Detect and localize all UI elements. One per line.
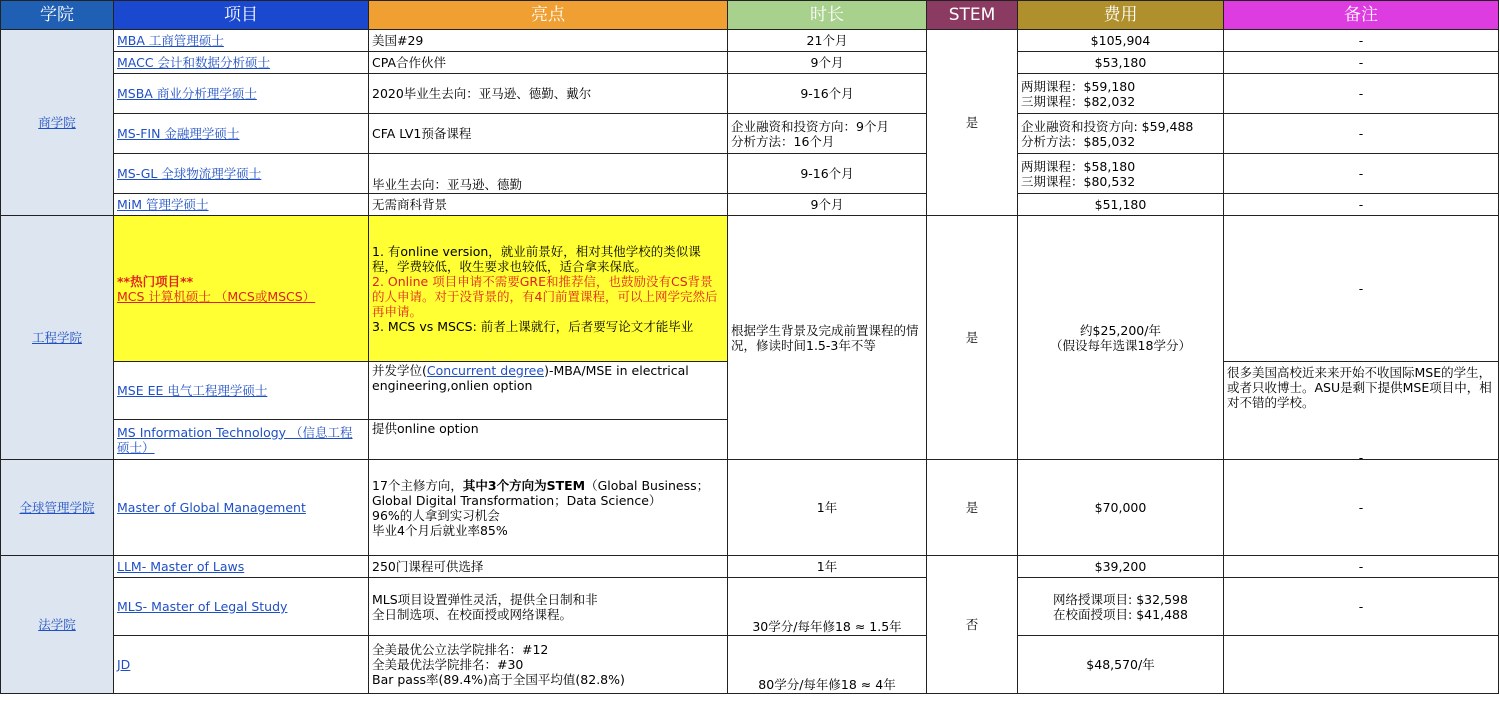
cost-line: 网络授课项目: $32,598 — [1053, 591, 1188, 607]
note-cell: - — [1224, 460, 1499, 556]
stem-cell: 否 — [927, 556, 1018, 694]
cost-cell: $51,180 — [1018, 194, 1224, 216]
cost-cell: $105,904 — [1018, 30, 1224, 52]
highlight-cell — [369, 578, 728, 636]
highlight-line: 全美最优公立法学院排名：#12 — [372, 642, 549, 657]
school-cell[interactable] — [1, 460, 114, 556]
highlight-cell: 毕业生去向：亚马逊、德勤 — [369, 154, 728, 194]
program-cell — [114, 114, 369, 154]
shared-note-cell — [1224, 362, 1499, 460]
program-link-msit[interactable]: MS Information Technology （信息工程硕士） — [117, 424, 353, 455]
concurrent-degree-link[interactable]: Concurrent degree — [426, 363, 545, 378]
highlight-cell: 2020毕业生去向：亚马逊、德勤、戴尔 — [369, 74, 728, 114]
highlight-text: )-MBA/MSE in electrical engineering,onlien option — [372, 363, 689, 393]
cost-line: 在校面授项目: $41,488 — [1053, 606, 1188, 622]
highlight-line: 3. MCS vs MSCS: 前者上课就行，后者要写论文才能毕业 — [372, 318, 694, 334]
table-row — [1, 74, 1499, 114]
duration-cell: 9个月 — [728, 194, 927, 216]
school-link-engineering[interactable]: 工程学院 — [31, 330, 82, 345]
program-cell — [114, 556, 369, 578]
school-cell[interactable] — [1, 556, 114, 694]
program-link-mba[interactable]: MBA 工商管理硕士 — [117, 33, 224, 48]
program-link-msfin[interactable]: MS-FIN 金融理学硕士 — [117, 126, 240, 141]
school-cell[interactable] — [1, 30, 114, 216]
program-cell — [114, 154, 369, 194]
header-highlights: 亮点 — [369, 1, 728, 30]
highlight-line: 2. Online 项目申请不需要GRE和推荐信，也鼓励没有CS背景的人申请。对于没背景的，有4门前置课程，可以上网学完然后再申请。 — [372, 273, 718, 319]
stem-cell: 是 — [927, 460, 1018, 556]
cost-cell — [1018, 114, 1224, 154]
duration-cell: 9-16个月 — [728, 74, 927, 114]
table-row — [1, 578, 1499, 636]
duration-cell — [728, 114, 927, 154]
note-cell: - — [1224, 114, 1499, 154]
table-row — [1, 114, 1499, 154]
stem-cell: 是 — [927, 30, 1018, 216]
program-link-macc[interactable]: MACC 会计和数据分析硕士 — [117, 55, 271, 70]
note-cell: - — [1224, 194, 1499, 216]
cost-line: 约$25,200/年 — [1080, 322, 1161, 338]
program-cell — [114, 362, 369, 420]
cost-cell: $53,180 — [1018, 52, 1224, 74]
header-school: 学院 — [1, 1, 114, 30]
note-cell: - — [1224, 74, 1499, 114]
program-link-msgl[interactable]: MS-GL 全球物流理学硕士 — [117, 166, 262, 181]
header-program: 项目 — [114, 1, 369, 30]
program-cell — [114, 420, 369, 460]
highlight-line: 1. 有online version，就业前景好，相对其他学校的类似课程，学费较低，收生要求也较低，适合拿来保底。 — [372, 243, 701, 274]
note-cell: - — [1224, 52, 1499, 74]
program-cell — [114, 460, 369, 556]
cost-line: 两期课程：$59,180 — [1021, 78, 1136, 94]
cost-cell: $70,000 — [1018, 460, 1224, 556]
note-cell — [1224, 636, 1499, 694]
program-cell — [114, 52, 369, 74]
program-cell — [114, 636, 369, 694]
program-cell — [114, 194, 369, 216]
table-row — [1, 216, 1499, 362]
highlight-text: 并发学位( — [372, 363, 427, 378]
program-link-llm[interactable]: LLM- Master of Laws — [117, 559, 245, 574]
table-row — [1, 30, 1499, 52]
table-row — [1, 636, 1499, 694]
stem-cell: 是 — [927, 216, 1018, 460]
duration-cell: 根据学生背景及完成前置课程的情况，修读时间1.5-3年不等 — [728, 216, 927, 460]
cost-cell — [1018, 74, 1224, 114]
duration-cell: 9-16个月 — [728, 154, 927, 194]
note-cell: - — [1224, 556, 1499, 578]
note-dash: - — [1358, 449, 1364, 460]
program-link-mcs[interactable]: MCS 计算机硕士 （MCS或MSCS） — [117, 288, 316, 304]
program-link-mse[interactable]: MSE EE 电气工程理学硕士 — [117, 383, 268, 398]
table-row — [1, 194, 1499, 216]
table-row — [1, 460, 1499, 556]
program-link-mgm[interactable]: Master of Global Management — [117, 500, 306, 515]
cost-line: 企业融资和投资方向: $59,488 — [1021, 118, 1194, 134]
table-row — [1, 154, 1499, 194]
highlight-line — [372, 478, 724, 508]
cost-line: 分析方法：$85,032 — [1021, 133, 1136, 149]
highlight-cell: CFA LV1预备课程 — [369, 114, 728, 154]
cost-cell — [1018, 216, 1224, 460]
program-cell — [114, 74, 369, 114]
highlight-cell — [369, 636, 728, 694]
header-cost: 费用 — [1018, 1, 1224, 30]
duration-line: 企业融资和投资方向：9个月 — [731, 118, 889, 134]
duration-cell: 1年 — [728, 460, 927, 556]
table-row — [1, 52, 1499, 74]
header-notes: 备注 — [1224, 1, 1499, 30]
highlight-line: Bar pass率(89.4%)高于全国平均值(82.8%) — [372, 672, 625, 687]
note-cell: - — [1224, 154, 1499, 194]
highlight-text: MLS项目设置弹性灵活，提供全日制和非全日制选项、在校面授或网络课程。 — [372, 591, 598, 622]
highlight-cell — [369, 216, 728, 362]
highlight-line: 96%的人拿到实习机会 — [372, 507, 500, 523]
highlight-cell: CPA合作伙伴 — [369, 52, 728, 74]
note-cell: - — [1224, 216, 1499, 362]
duration-line: 分析方法：16个月 — [731, 133, 835, 149]
duration-cell: 9个月 — [728, 52, 927, 74]
program-cell — [114, 216, 369, 362]
highlight-bold: 其中3个方向为STEM — [462, 477, 586, 493]
cost-cell — [1018, 154, 1224, 194]
program-link-mim[interactable]: MiM 管理学硕士 — [117, 197, 209, 212]
program-link-jd[interactable]: JD — [117, 657, 131, 672]
cost-cell — [1018, 578, 1224, 636]
program-cell — [114, 578, 369, 636]
highlight-line: 全美最优法学院排名：#30 — [372, 657, 524, 672]
highlight-text: （Global Business；Global Digital Transformation；Data Science） — [372, 477, 710, 508]
cost-line: 三期课程：$80,532 — [1021, 173, 1136, 189]
duration-cell: 21个月 — [728, 30, 927, 52]
hot-tag: **热门项目** — [117, 273, 194, 289]
cost-cell: $39,200 — [1018, 556, 1224, 578]
school-link-business[interactable]: 商学院 — [38, 115, 76, 130]
school-link-global[interactable]: 全球管理学院 — [19, 500, 95, 515]
highlight-cell — [369, 362, 728, 420]
highlight-cell: 提供online option — [369, 420, 728, 460]
cost-line: （假设每年选课18学分） — [1050, 337, 1191, 353]
highlight-line: 毕业4个月后就业率85% — [372, 522, 508, 538]
note-cell: - — [1224, 578, 1499, 636]
header-row — [1, 1, 1499, 30]
program-cell — [114, 30, 369, 52]
program-link-mls[interactable]: MLS- Master of Legal Study — [117, 599, 288, 614]
duration-cell: 80学分/每年修18 ≈ 4年 — [728, 636, 927, 694]
duration-cell: 30学分/每年修18 ≈ 1.5年 — [728, 578, 927, 636]
cost-cell: $48,570/年 — [1018, 636, 1224, 694]
header-duration: 时长 — [728, 1, 927, 30]
table-row — [1, 556, 1499, 578]
highlight-text: 17个主修方向， — [372, 477, 463, 493]
highlight-cell: 无需商科背景 — [369, 194, 728, 216]
school-link-law[interactable]: 法学院 — [38, 617, 76, 632]
duration-cell: 1年 — [728, 556, 927, 578]
header-stem: STEM — [927, 1, 1018, 30]
note-text: 很多美国高校近来来开始不收国际MSE的学生，或者只收博士。ASU是剩下提供MSE项目中，相对不错的学校。 — [1227, 364, 1492, 410]
school-cell[interactable] — [1, 216, 114, 460]
program-link-msba[interactable]: MSBA 商业分析理学硕士 — [117, 86, 257, 101]
cost-line: 三期课程：$82,032 — [1021, 93, 1136, 109]
highlight-cell: 美国#29 — [369, 30, 728, 52]
highlight-cell — [369, 460, 728, 556]
cost-line: 两期课程：$58,180 — [1021, 158, 1136, 174]
note-cell: - — [1224, 30, 1499, 52]
highlight-cell: 250门课程可供选择 — [369, 556, 728, 578]
